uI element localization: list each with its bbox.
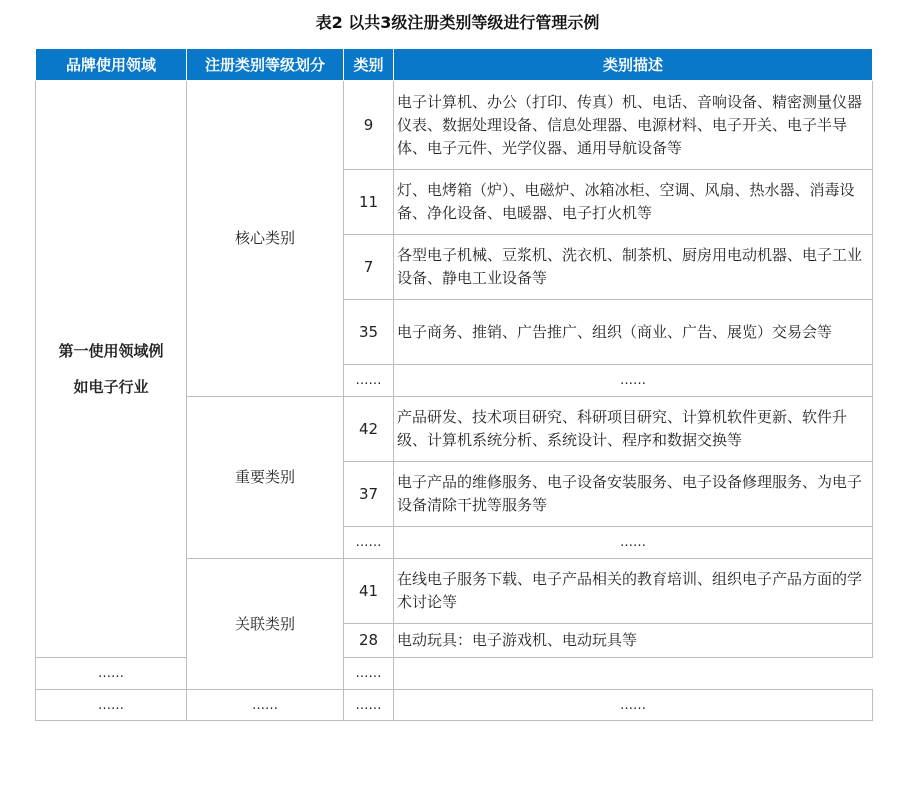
table-title: 表2 以共3级注册类别等级进行管理示例 bbox=[315, 13, 600, 32]
domain-text: 第一使用领域例如电子行业 bbox=[58, 342, 164, 396]
description-cell: 电子商务、推销、广告推广、组织（商业、广告、展览）交易会等 bbox=[394, 300, 873, 365]
class-cell: 7 bbox=[344, 235, 394, 300]
class-cell: 35 bbox=[344, 300, 394, 365]
class-cell: …… bbox=[344, 527, 394, 559]
domain-cell bbox=[36, 81, 187, 658]
description-cell: 产品研发、技术项目研究、科研项目研究、计算机软件更新、软件升级、计算机系统分析、系统设计、程序和数据交换等 bbox=[394, 397, 873, 462]
level-cell-more: …… bbox=[187, 690, 344, 721]
class-cell: 28 bbox=[344, 624, 394, 658]
description-cell: …… bbox=[394, 527, 873, 559]
class-cell: …… bbox=[344, 365, 394, 397]
description-cell: …… bbox=[394, 365, 873, 397]
header-class: 类别 bbox=[344, 49, 394, 81]
class-cell: …… bbox=[36, 658, 187, 690]
category-table bbox=[35, 48, 873, 721]
description-cell-more: …… bbox=[394, 690, 873, 721]
description-cell: 电子计算机、办公（打印、传真）机、电话、音响设备、精密测量仪器仪表、数据处理设备、信息处理器、电源材料、电子开关、电子半导体、电子元件、光学仪器、通用导航设备等 bbox=[394, 81, 873, 170]
class-cell: 42 bbox=[344, 397, 394, 462]
description-cell: 电子产品的维修服务、电子设备安装服务、电子设备修理服务、为电子设备清除干扰等服务等 bbox=[394, 462, 873, 527]
header-domain: 品牌使用领域 bbox=[36, 49, 187, 81]
level-core: 核心类别 bbox=[187, 81, 344, 397]
class-cell-more: …… bbox=[344, 690, 394, 721]
class-cell: 9 bbox=[344, 81, 394, 170]
level-related: 关联类别 bbox=[187, 559, 344, 690]
description-cell: 在线电子服务下载、电子产品相关的教育培训、组织电子产品方面的学术讨论等 bbox=[394, 559, 873, 624]
class-cell: 41 bbox=[344, 559, 394, 624]
header-row bbox=[36, 49, 873, 81]
header-level: 注册类别等级划分 bbox=[187, 49, 344, 81]
header-description: 类别描述 bbox=[394, 49, 873, 81]
class-cell: 37 bbox=[344, 462, 394, 527]
level-important: 重要类别 bbox=[187, 397, 344, 559]
class-cell: 11 bbox=[344, 170, 394, 235]
description-cell: 电动玩具：电子游戏机、电动玩具等 bbox=[394, 624, 873, 658]
description-cell: 各型电子机械、豆浆机、洗衣机、制茶机、厨房用电动机器、电子工业设备、静电工业设备等 bbox=[394, 235, 873, 300]
table-row bbox=[36, 658, 873, 690]
description-cell: 灯、电烤箱（炉）、电磁炉、冰箱冰柜、空调、风扇、热水器、消毒设备、净化设备、电暖器、电子打火机等 bbox=[394, 170, 873, 235]
table-row bbox=[36, 690, 873, 721]
table-row bbox=[36, 81, 873, 170]
description-cell: …… bbox=[344, 658, 394, 690]
domain-cell-more: …… bbox=[36, 690, 187, 721]
